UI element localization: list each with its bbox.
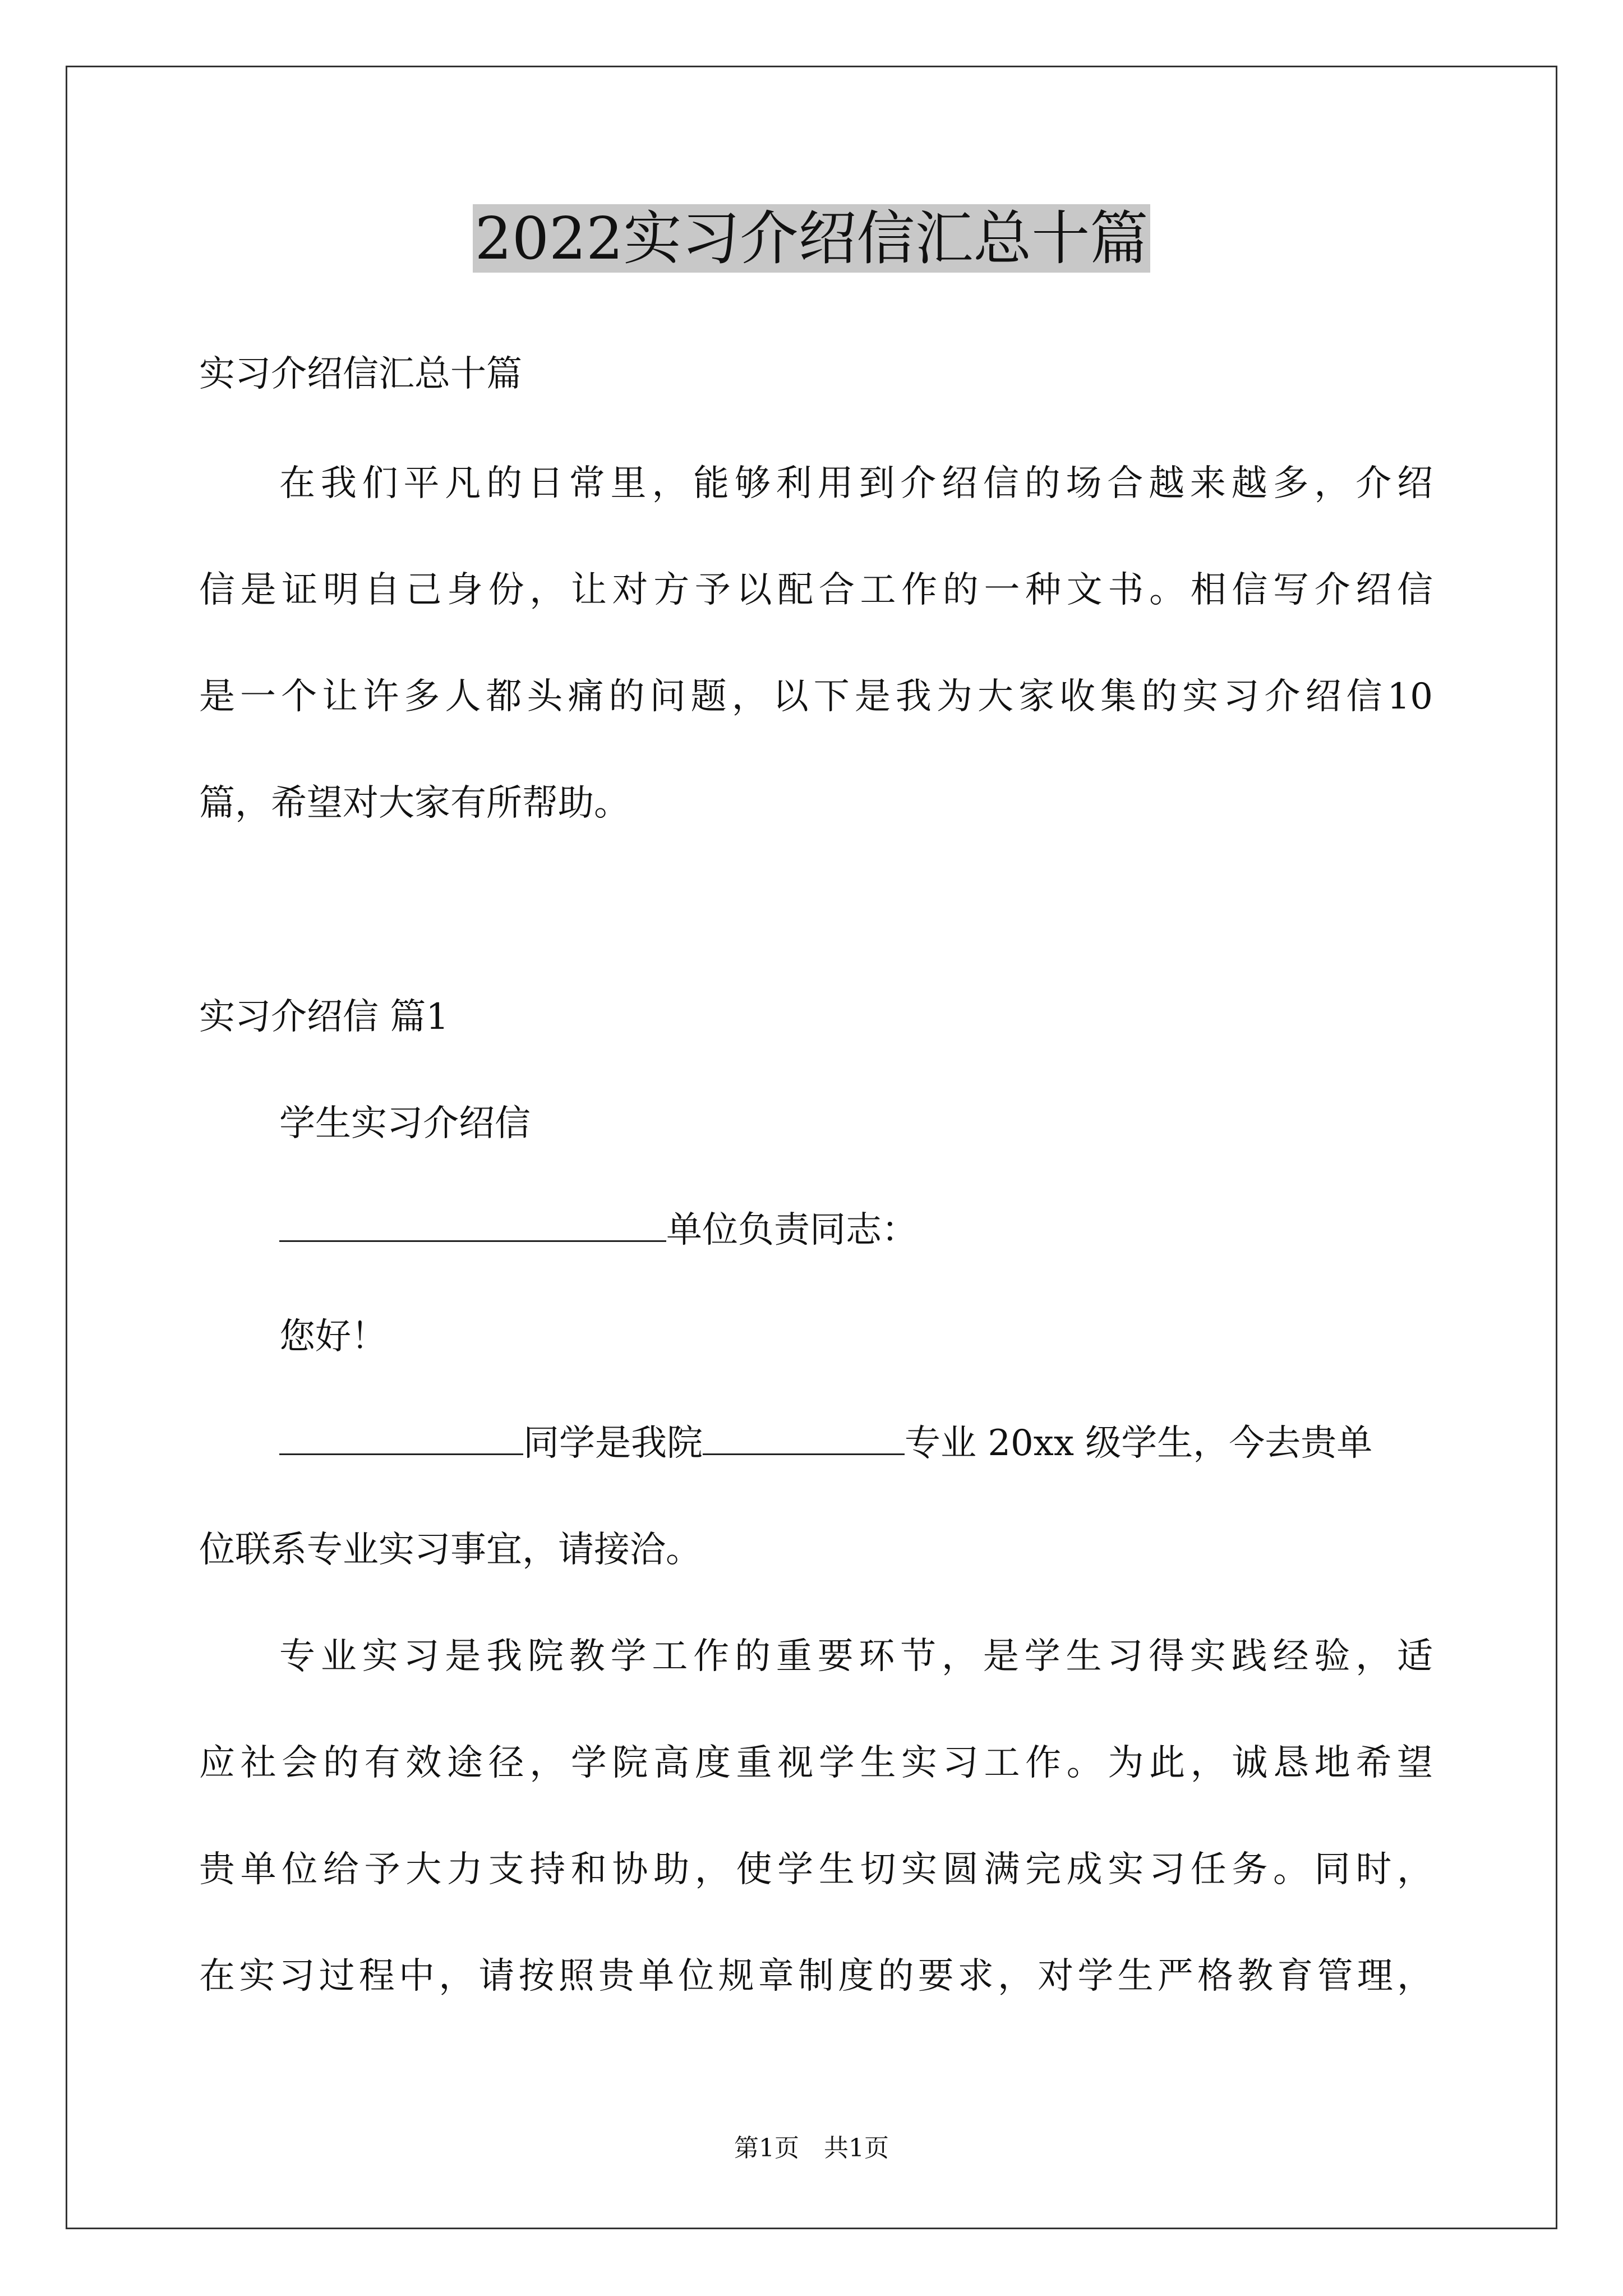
intro-line-4: 篇，希望对大家有所帮助。 xyxy=(199,783,630,824)
body-line-2: 应社会的有效途径，学院高度重视学生实习工作。为此，诚恳地希望 xyxy=(199,1742,1433,1784)
body-line-1: 专业实习是我院教学工作的重要环节，是学生习得实践经验，适 xyxy=(279,1636,1433,1677)
body-line-3: 贵单位给予大力支持和协助，使学生切实圆满完成实习任务。同时， xyxy=(199,1849,1433,1890)
letter-title: 学生实习介绍信 xyxy=(279,1103,531,1144)
salutation-line xyxy=(279,1177,917,1283)
major-blank[interactable] xyxy=(703,1420,905,1455)
student-line-part2: 专业 20xx 级学生，今去贵单 xyxy=(905,1423,1373,1464)
body-line-4: 在实习过程中，请按照贵单位规章制度的要求，对学生严格教育管理， xyxy=(199,1955,1433,1997)
intro-line-3: 是一个让许多人都头痛的问题，以下是我为大家收集的实习介绍信10 xyxy=(199,676,1433,717)
section-heading: 实习介绍信 篇1 xyxy=(199,996,449,1038)
subtitle: 实习介绍信汇总十篇 xyxy=(199,353,522,395)
intro-line-2: 信是证明自己身份，让对方予以配合工作的一种文书。相信写介绍信 xyxy=(199,569,1433,611)
document-title: 2022实习介绍信汇总十篇 xyxy=(0,199,1623,278)
student-line-2: 位联系专业实习事宜，请接洽。 xyxy=(199,1529,702,1571)
salutation-suffix: 单位负责同志： xyxy=(666,1209,917,1251)
page-footer: 第1页 共1页 xyxy=(734,2134,889,2162)
intro-line-1: 在我们平凡的日常里，能够利用到介绍信的场合越来越多，介绍 xyxy=(279,463,1433,504)
greeting: 您好！ xyxy=(279,1316,387,1358)
student-name-blank[interactable] xyxy=(279,1420,523,1455)
student-line xyxy=(279,1390,1372,1497)
recipient-blank[interactable] xyxy=(279,1207,666,1242)
student-line-part1: 同学是我院 xyxy=(523,1423,703,1464)
